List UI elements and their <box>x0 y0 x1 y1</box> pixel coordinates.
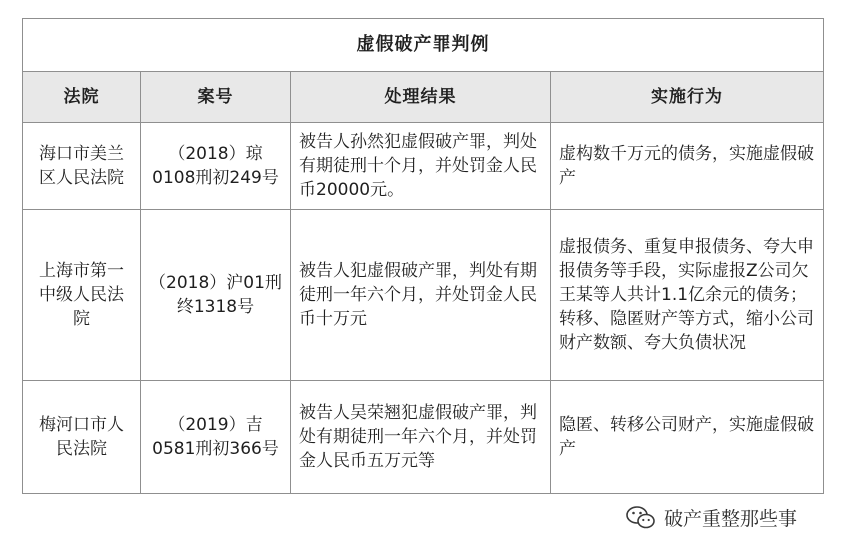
table-row <box>23 123 824 210</box>
court-cell: 上海市第一中级人民法院 <box>23 210 141 381</box>
header-case-number: 案号 <box>141 72 291 123</box>
table-title-row <box>23 19 824 72</box>
case-number-cell: （2019）吉0581刑初366号 <box>141 381 291 494</box>
header-action: 实施行为 <box>551 72 824 123</box>
action-cell: 虚报债务、重复申报债务、夸大申报债务等手段，实际虚报Z公司欠王某等人共计1.1亿余元的债务；转移、隐匿财产等方式，缩小公司财产数额、夸大负债状况 <box>551 210 824 381</box>
court-cell: 梅河口市人民法院 <box>23 381 141 494</box>
action-cell: 虚构数千万元的债务，实施虚假破产 <box>551 123 824 210</box>
result-cell: 被告人孙然犯虚假破产罪，判处有期徒刑十个月，并处罚金人民币20000元。 <box>291 123 551 210</box>
action-cell: 隐匿、转移公司财产，实施虚假破产 <box>551 381 824 494</box>
result-cell: 被告人吴荣翘犯虚假破产罪，判处有期徒刑一年六个月，并处罚金人民币五万元等 <box>291 381 551 494</box>
case-number-cell: （2018）沪01刑终1318号 <box>141 210 291 381</box>
table-title: 虚假破产罪判例 <box>23 19 824 72</box>
watermark-text: 破产重整那些事 <box>664 507 798 530</box>
case-number-cell: （2018）琼0108刑初249号 <box>141 123 291 210</box>
case-table <box>22 18 824 494</box>
header-result: 处理结果 <box>291 72 551 123</box>
table-header-row <box>23 72 824 123</box>
result-cell: 被告人犯虚假破产罪，判处有期徒刑一年六个月，并处罚金人民币十万元 <box>291 210 551 381</box>
wechat-icon <box>624 500 658 534</box>
table-row <box>23 381 824 494</box>
source-watermark <box>624 500 797 534</box>
header-court: 法院 <box>23 72 141 123</box>
table-row <box>23 210 824 381</box>
court-cell: 海口市美兰区人民法院 <box>23 123 141 210</box>
